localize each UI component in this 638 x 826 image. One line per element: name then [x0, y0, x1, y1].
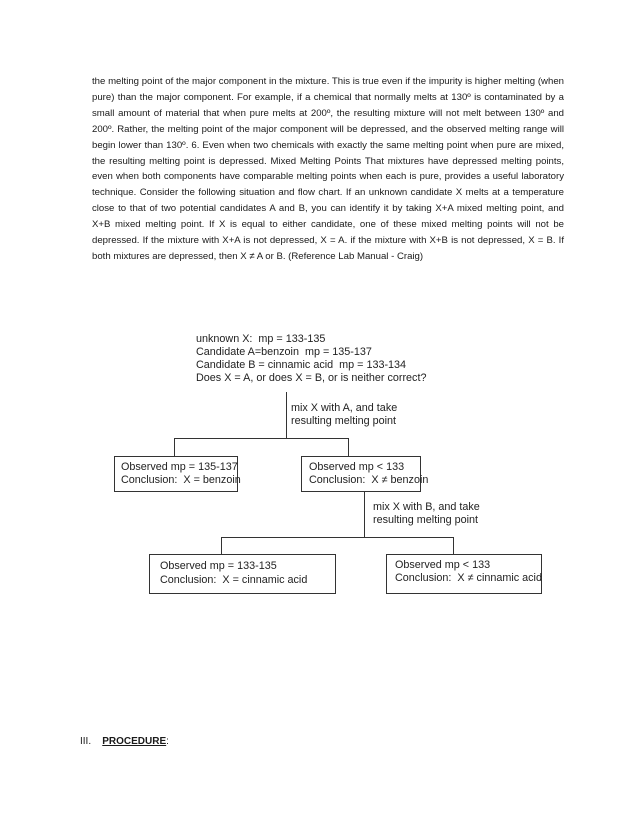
box-a-no-conclusion: Conclusion: X ≠ benzoin	[309, 474, 429, 486]
flowchart-header-line-4: Does X = A, or does X = B, or is neither correct?	[196, 372, 427, 384]
flowchart-header-line-3: Candidate B = cinnamic acid mp = 133-134	[196, 359, 407, 371]
box-a-yes-conclusion: Conclusion: X = benzoin	[121, 474, 241, 486]
connector-line	[286, 392, 287, 438]
connector-line	[174, 438, 175, 456]
step1-line-2: resulting melting point	[291, 415, 397, 427]
connector-line	[348, 438, 349, 456]
connector-line	[174, 438, 348, 439]
section-title-suffix: :	[166, 736, 169, 747]
box-b-yes-observed: Observed mp = 133-135	[160, 560, 277, 572]
section-heading-procedure	[80, 736, 169, 747]
step1-line-1: mix X with A, and take	[291, 402, 398, 414]
connector-line	[453, 537, 454, 554]
box-b-no-conclusion: Conclusion: X ≠ cinnamic acid	[395, 572, 542, 584]
step2-line-1: mix X with B, and take	[373, 501, 480, 513]
box-b-no-observed: Observed mp < 133	[395, 559, 491, 571]
step2-line-2: resulting melting point	[373, 514, 479, 526]
flowchart-header-line-1: unknown X: mp = 133-135	[196, 333, 326, 345]
connector-line	[221, 537, 222, 554]
connector-line	[221, 537, 453, 538]
body-paragraph: the melting point of the major component in the mixture. This is true even if the impurity is higher melting (when pure) than the major component. For example, if a chemical that normally melts at 130º is contaminated by a small amount of material that when pure melts at 200º, the resulting mixture will not melt between 130º and 200º. Rather, the melting point of the major component will be depressed, and the observed melting range will begin lower than 130º. 6. Even when two chemicals with exactly the same melting point when pure are mixed, the resulting melting point is depressed. Mixed Melting Points That mixtures have depressed melting points, even when both components have comparable melting points when each is pure, provides a useful laboratory technique. Consider the following situation and flow chart. If an unknown candidate X melts at a temperature close to that of two potential candidates A and B, you can identify it by taking X+A mixed melting point, and X+B mixed melting point. If X is equal to either candidate, one of these mixed melting points will not be depressed. If the mixture with X+A is not depressed, X = A. if the mixture with X+B is not depressed, X = B. If both mixtures are depressed, then X ≠ A or B. (Reference Lab Manual - Craig)	[92, 76, 564, 262]
box-a-no-observed: Observed mp < 133	[309, 461, 405, 473]
flowchart-header-line-2: Candidate A=benzoin mp = 135-137	[196, 346, 372, 358]
section-number: III.	[80, 736, 92, 747]
section-title: PROCEDURE	[102, 736, 167, 747]
box-a-yes-observed: Observed mp = 135-137	[121, 461, 238, 473]
box-b-yes-conclusion: Conclusion: X = cinnamic acid	[160, 574, 308, 586]
connector-line	[364, 492, 365, 537]
